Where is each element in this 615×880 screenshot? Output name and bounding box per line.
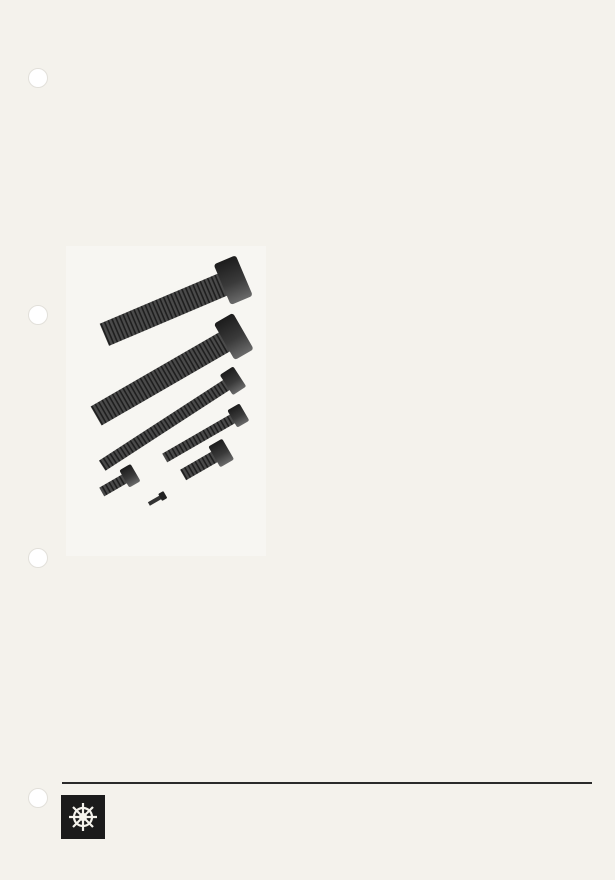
punch-hole xyxy=(28,305,48,325)
ship-wheel-icon xyxy=(61,795,105,839)
punch-hole xyxy=(28,548,48,568)
punch-hole xyxy=(28,788,48,808)
footer-divider xyxy=(62,782,592,784)
product-photo xyxy=(66,246,266,556)
punch-hole xyxy=(28,68,48,88)
hex-bolts-photo-icon xyxy=(66,246,266,556)
